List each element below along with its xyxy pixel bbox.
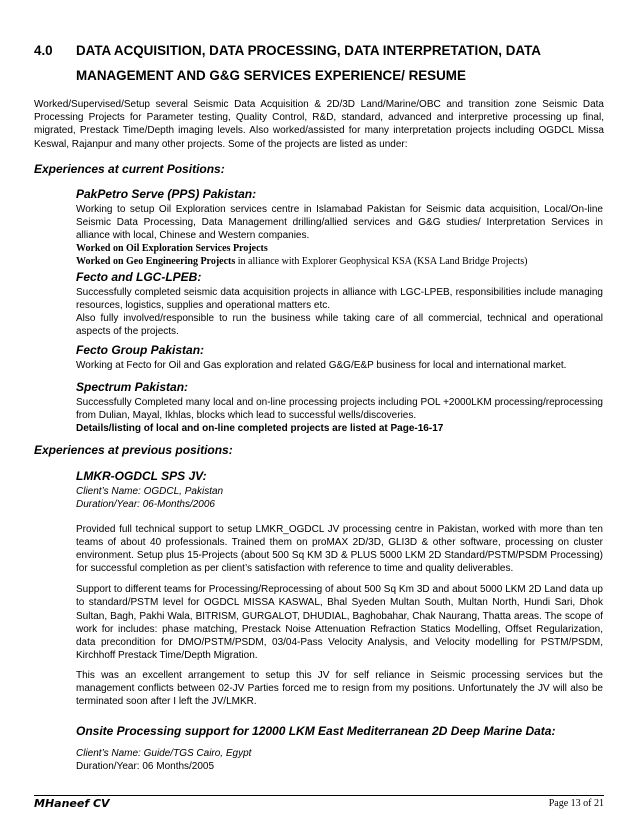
fecto-group-text: Working at Fecto for Oil and Gas exploration and related G&G/E&P business for local and international market. xyxy=(76,360,567,371)
pakpetro-block xyxy=(76,186,603,268)
previous-positions-heading: Experiences at previous positions: xyxy=(34,443,233,457)
fecto-lgc-title: Fecto and LGC-LPEB: xyxy=(76,270,202,284)
pakpetro-line-1-bold: Worked on Oil Exploration Services Projects xyxy=(76,243,268,254)
intro-paragraph: Worked/Supervised/Setup several Seismic Data Acquisition & 2D/3D Land/Marine/OBC and transition zone Seismic Data Processing Projects for Parameter testing, Quality Control, R&D, standard, advanced and interpretive processing up final, migrated, Prestack Time/Depth imaging levels. Also worked/assisted for many interpretation projects including OGDCL Missa Keswal, Rajanpur and many other projects. Some of the projects are listed as under: xyxy=(34,99,604,150)
section-title-line-1: DATA ACQUISITION, DATA PROCESSING, DATA INTERPRETATION, DATA xyxy=(76,43,541,58)
lmkr-paragraph-1: Provided full technical support to setup LMKR_OGDCL JV processing centre in Pakistan, worked with more than ten teams of about 40 professionals. Trained them on proMAX 2D/3D, GLI3D & other software, processing on cluster environment. Setup plus 15-Projects (about 500 Sq KM 3D & PLUS 5000 LKM 2D Standard/PSTM/PSDM Processing) for successful completion as per client’s satisfaction with reference to time and quality deliverables. xyxy=(76,524,603,575)
onsite-block xyxy=(76,723,603,773)
lmkr-title: LMKR-OGDCL SPS JV: xyxy=(76,469,207,483)
section-title-line-2: MANAGEMENT AND G&G SERVICES EXPERIENCE/ RESUME xyxy=(76,68,466,83)
pakpetro-line-2 xyxy=(76,255,603,268)
onsite-duration: Duration/Year: 06 Months/2005 xyxy=(76,761,215,772)
lmkr-duration: Duration/Year: 06-Months/2006 xyxy=(76,499,215,510)
pakpetro-text: Working to setup Oil Exploration services centre in Islamabad Pakistan for Seismic data acquisition, Local/On-line Seismic Data Processing, Data Management drilling/allied services and G&G studies/ Interpretation Services in alliance with local, Chinese and Western companies. xyxy=(76,204,603,241)
lmkr-client: Client’s Name: OGDCL, Pakistan xyxy=(76,486,224,497)
spectrum-title: Spectrum Pakistan: xyxy=(76,380,189,394)
page-footer xyxy=(34,795,604,812)
fecto-lgc-text-2: Also fully involved/responsible to run the business while taking care of all commercial, technical and operational aspects of the projects. xyxy=(76,313,603,337)
footer-cv-name: MHaneef CV xyxy=(34,797,110,810)
fecto-group-title: Fecto Group Pakistan: xyxy=(76,343,205,357)
fecto-group-block xyxy=(76,342,603,372)
lmkr-block xyxy=(76,468,603,708)
spectrum-details: Details/listing of local and on-line completed projects are listed at Page-16-17 xyxy=(76,423,444,434)
pakpetro-line-2-bold: Worked on Geo Engineering Projects xyxy=(76,256,236,267)
spectrum-block xyxy=(76,379,603,435)
onsite-title: Onsite Processing support for 12000 LKM East Mediterranean 2D Deep Marine Data: xyxy=(76,724,556,738)
current-positions-heading: Experiences at current Positions: xyxy=(34,162,225,176)
pakpetro-line-2-rest: in alliance with Explorer Geophysical KSA (KSA Land Bridge Projects) xyxy=(235,256,528,267)
fecto-lgc-text-1: Successfully completed seismic data acquisition projects in alliance with LGC-LPEB, responsibilities include managing resources, logistics, supplies and operational matters etc. xyxy=(76,287,603,311)
section-number: 4.0 xyxy=(34,43,53,58)
lmkr-paragraph-2: Support to different teams for Processing/Reprocessing of about 500 Sq Km 3D and about 5000 LKM 2D Land data up to standard/PSTM level for OGDCL MISSA KASWAL, Bhal Syeden Multan South, Multan North, Hundi Sari, Dhok Sultan, Bagh, Pakhi Wala, BITRISM, GURGALOT, DHUDIAL, Baghobahar, Chak Naurang, Thatta areas. The scope of work for includes: phase matching, Prestack Noise Attenuation Refraction Statics Modelling, Offset Regularization, data precondition for DMO/PSTM/PSDM, 03/04-Pass Velocity Analysis, and Velocity modelling for PSTM/PSDM, Kirchhoff Prestack Time/Depth Migration. xyxy=(76,584,603,661)
spectrum-text: Successfully Completed many local and on-line processing projects including POL +2000LKM processing/reprocessing from Dulian, Mayal, Ikhlas, blocks which lead to successful wells/discoveries. xyxy=(76,397,603,421)
footer-page-number: Page 13 of 21 xyxy=(548,798,604,809)
section-heading xyxy=(34,38,614,88)
lmkr-paragraph-3: This was an excellent arrangement to setup this JV for self reliance in Seismic processing services but the management conflicts between 02-JV Parties forced me to resign from my positions. Unfortunately the JV will also be terminated soon after I left the JV/LMKR. xyxy=(76,669,603,708)
pakpetro-line-1 xyxy=(76,242,603,255)
fecto-lgc-block xyxy=(76,269,603,338)
onsite-client: Client’s Name: Guide/TGS Cairo, Egypt xyxy=(76,748,252,759)
pakpetro-title: PakPetro Serve (PPS) Pakistan: xyxy=(76,187,257,201)
